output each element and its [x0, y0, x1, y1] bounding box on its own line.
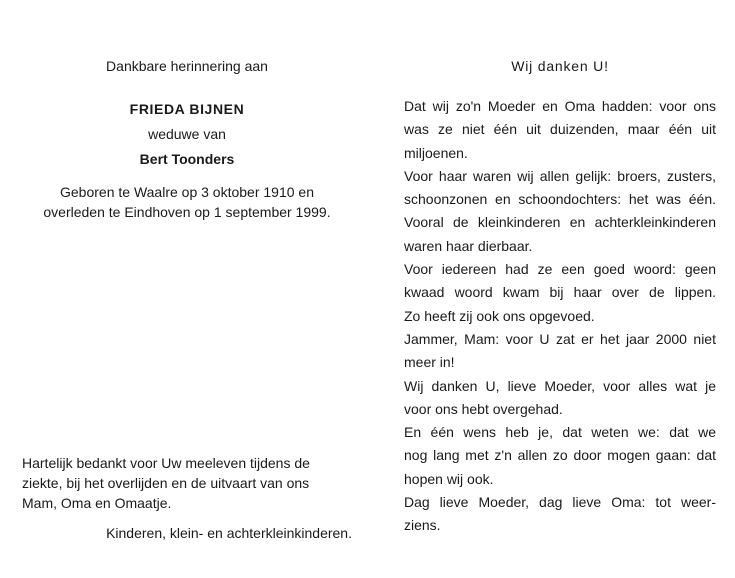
poem-line: En één wens heb je, dat weten we: dat we [404, 424, 716, 441]
poem-line: was ze niet één uit duizenden, maar één uit [404, 121, 716, 138]
poem-text [404, 95, 716, 538]
intro-text: Dankbare herinnering aan [106, 58, 268, 74]
husband-name: Bert Toonders [139, 151, 235, 167]
thanks-line: Hartelijk bedankt voor Uw meeleven tijdens de [22, 455, 310, 471]
poem-line: Vooral de kleinkinderen en achterkleinkinderen [404, 214, 716, 231]
birth-death-text [22, 182, 352, 222]
thanks-line: Mam, Oma en Omaatje. [22, 495, 172, 511]
poem-line: kwaad woord kwam bij haar over de lippen. [404, 284, 716, 301]
deceased-name: FRIEDA BIJNEN [129, 101, 245, 117]
poem-heading: Wij danken U! [511, 58, 609, 74]
poem-line: Dag lieve Moeder, dag lieve Oma: tot weer- [404, 494, 716, 511]
poem-line: Voor iedereen had ze een goed woord: geen [404, 261, 716, 278]
poem-line: meer in! [404, 354, 455, 371]
poem-line: hopen wij ook. [404, 470, 494, 487]
poem-line: voor ons hebt overgehad. [404, 400, 563, 417]
family-signature: Kinderen, klein- en achterkleinkinderen. [106, 525, 352, 541]
thanks-line: ziekte, bij het overlijden en de uitvaart van ons [22, 475, 310, 491]
poem-line: miljoenen. [404, 144, 468, 161]
birth-line: Geboren te Waalre op 3 oktober 1910 en [60, 184, 314, 200]
thanks-text [22, 453, 352, 513]
poem-line: Wij danken U, lieve Moeder, voor alles wat je [404, 377, 716, 394]
poem-line: Jammer, Mam: voor U zat er het jaar 2000 niet [404, 330, 716, 347]
poem-line: Dat wij zo'n Moeder en Oma hadden: voor ons [404, 98, 716, 114]
death-line: overleden te Eindhoven op 1 september 1999. [43, 204, 331, 220]
poem-line: schoonzonen en schoondochters: het was één. [404, 191, 716, 208]
poem-line: ziens. [404, 517, 441, 534]
poem-line: nog lang met z'n allen zo door mogen gaan: dat [404, 447, 716, 464]
poem-line: Voor haar waren wij allen gelijk: broers, zusters, [404, 167, 716, 184]
poem-line: waren haar dierbaar. [404, 237, 533, 254]
poem-line: Zo heeft zij ook ons opgevoed. [404, 307, 595, 324]
widow-of-text: weduwe van [148, 126, 226, 142]
